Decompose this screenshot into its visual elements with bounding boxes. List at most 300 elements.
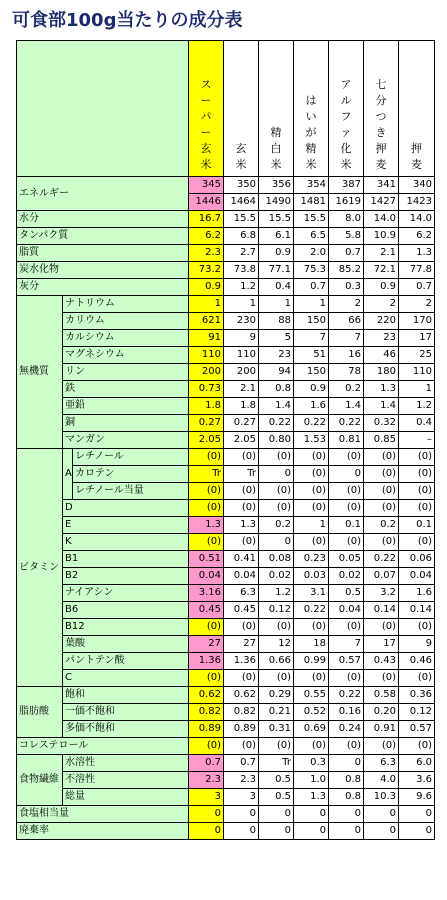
super-genmai-value: (0) bbox=[189, 500, 224, 517]
value-cell: 46 bbox=[364, 347, 399, 364]
table-row bbox=[17, 772, 435, 789]
column-header-label: はいが精米 bbox=[305, 94, 317, 171]
value-cell: 4.0 bbox=[364, 772, 399, 789]
value-cell: 0.8 bbox=[329, 789, 364, 806]
column-header bbox=[294, 41, 329, 177]
row-label: タンパク質 bbox=[17, 228, 189, 245]
value-cell: 1.3 bbox=[224, 517, 259, 534]
sub-label: 葉酸 bbox=[63, 636, 189, 653]
row-label: ビタミン bbox=[17, 449, 63, 687]
value-cell: 0.89 bbox=[224, 721, 259, 738]
super-genmai-value: 1.3 bbox=[189, 517, 224, 534]
super-genmai-value: 27 bbox=[189, 636, 224, 653]
super-genmai-value: 0.04 bbox=[189, 568, 224, 585]
value-cell: 0.57 bbox=[329, 653, 364, 670]
value-cell: (0) bbox=[259, 619, 294, 636]
value-cell: 1.3 bbox=[399, 245, 435, 262]
value-cell: 340 bbox=[399, 177, 435, 194]
value-cell: 1.2 bbox=[224, 279, 259, 296]
column-header-label: 玄米 bbox=[235, 142, 247, 171]
sub-label: 総量 bbox=[63, 789, 189, 806]
table-row bbox=[17, 789, 435, 806]
value-cell: (0) bbox=[364, 534, 399, 551]
value-cell: 1.36 bbox=[224, 653, 259, 670]
value-cell: (0) bbox=[294, 466, 329, 483]
value-cell: 14.0 bbox=[399, 211, 435, 228]
value-cell: Tr bbox=[224, 466, 259, 483]
value-cell: 2.05 bbox=[224, 432, 259, 449]
sub-label: リン bbox=[63, 364, 189, 381]
value-cell: 0 bbox=[329, 823, 364, 840]
value-cell: 1.6 bbox=[399, 585, 435, 602]
super-genmai-value: (0) bbox=[189, 738, 224, 755]
value-cell: 3.2 bbox=[364, 585, 399, 602]
value-cell: 2.0 bbox=[294, 245, 329, 262]
table-row bbox=[17, 619, 435, 636]
table-row bbox=[17, 381, 435, 398]
value-cell: 0 bbox=[329, 755, 364, 772]
value-cell: 0.04 bbox=[329, 602, 364, 619]
value-cell: 0 bbox=[329, 806, 364, 823]
page-title: 可食部100g当たりの成分表 bbox=[12, 10, 243, 31]
table-row bbox=[17, 687, 435, 704]
value-cell: (0) bbox=[224, 670, 259, 687]
value-cell: 94 bbox=[259, 364, 294, 381]
value-cell: 0 bbox=[224, 823, 259, 840]
column-header bbox=[329, 41, 364, 177]
table-row bbox=[17, 517, 435, 534]
value-cell: 0.06 bbox=[399, 551, 435, 568]
value-cell: 0.16 bbox=[329, 704, 364, 721]
value-cell: 0.02 bbox=[329, 568, 364, 585]
table-row bbox=[17, 211, 435, 228]
value-cell: 0.31 bbox=[259, 721, 294, 738]
super-genmai-value: 0 bbox=[189, 823, 224, 840]
value-cell: 9.6 bbox=[399, 789, 435, 806]
value-cell: 1.8 bbox=[224, 398, 259, 415]
table-row bbox=[17, 279, 435, 296]
value-cell: 1 bbox=[294, 517, 329, 534]
value-cell: 1.2 bbox=[399, 398, 435, 415]
value-cell: 0.14 bbox=[399, 602, 435, 619]
value-cell: 0.66 bbox=[259, 653, 294, 670]
super-genmai-value: 0.89 bbox=[189, 721, 224, 738]
value-cell: 16 bbox=[329, 347, 364, 364]
value-cell: 0 bbox=[364, 823, 399, 840]
super-genmai-value: (0) bbox=[189, 619, 224, 636]
column-header bbox=[224, 41, 259, 177]
value-cell: – bbox=[399, 432, 435, 449]
table-row bbox=[17, 755, 435, 772]
table-row bbox=[17, 568, 435, 585]
value-cell: 0.29 bbox=[259, 687, 294, 704]
super-genmai-value: 2.05 bbox=[189, 432, 224, 449]
table-row bbox=[17, 721, 435, 738]
sub-label: 亜鉛 bbox=[63, 398, 189, 415]
super-genmai-value: Tr bbox=[189, 466, 224, 483]
value-cell: 23 bbox=[364, 330, 399, 347]
value-cell: (0) bbox=[364, 483, 399, 500]
table-row bbox=[17, 636, 435, 653]
sub-label: 水溶性 bbox=[63, 755, 189, 772]
value-cell: 200 bbox=[224, 364, 259, 381]
value-cell: (0) bbox=[399, 500, 435, 517]
sub-label: B12 bbox=[63, 619, 189, 636]
value-cell: 0.45 bbox=[224, 602, 259, 619]
value-cell: (0) bbox=[399, 670, 435, 687]
row-label: 水分 bbox=[17, 211, 189, 228]
table-row bbox=[17, 177, 435, 194]
value-cell: 1.6 bbox=[294, 398, 329, 415]
value-cell: 1481 bbox=[294, 194, 329, 211]
value-cell: 0.03 bbox=[294, 568, 329, 585]
sub-label: 一価不飽和 bbox=[63, 704, 189, 721]
value-cell: 0.85 bbox=[364, 432, 399, 449]
table-row bbox=[17, 653, 435, 670]
value-cell: (0) bbox=[329, 534, 364, 551]
value-cell: 2.1 bbox=[364, 245, 399, 262]
value-cell: 0.12 bbox=[399, 704, 435, 721]
value-cell: 0.5 bbox=[259, 789, 294, 806]
value-cell: 0.1 bbox=[329, 517, 364, 534]
column-header bbox=[259, 41, 294, 177]
sub-label: B1 bbox=[63, 551, 189, 568]
sub-label: 飽和 bbox=[63, 687, 189, 704]
sub-label: A bbox=[63, 449, 73, 500]
sub-label: 不溶性 bbox=[63, 772, 189, 789]
super-genmai-value: 0.51 bbox=[189, 551, 224, 568]
value-cell: 7 bbox=[329, 636, 364, 653]
value-cell: 1 bbox=[259, 296, 294, 313]
column-header bbox=[189, 41, 224, 177]
value-cell: 1.3 bbox=[364, 381, 399, 398]
value-cell: 6.2 bbox=[399, 228, 435, 245]
value-cell: (0) bbox=[329, 500, 364, 517]
value-cell: 15.5 bbox=[294, 211, 329, 228]
table-row bbox=[17, 364, 435, 381]
table-row bbox=[17, 313, 435, 330]
value-cell: 14.0 bbox=[364, 211, 399, 228]
value-cell: 2.7 bbox=[224, 245, 259, 262]
value-cell: (0) bbox=[399, 449, 435, 466]
value-cell: 3 bbox=[224, 789, 259, 806]
value-cell: 0.22 bbox=[329, 687, 364, 704]
row-label: 食塩相当量 bbox=[17, 806, 189, 823]
value-cell: 0 bbox=[294, 806, 329, 823]
value-cell: 1 bbox=[294, 296, 329, 313]
super-genmai-value: 0.27 bbox=[189, 415, 224, 432]
value-cell: (0) bbox=[224, 483, 259, 500]
value-cell: 75.3 bbox=[294, 262, 329, 279]
table-row bbox=[17, 398, 435, 415]
value-cell: 0.82 bbox=[224, 704, 259, 721]
row-label: 食物繊維 bbox=[17, 755, 63, 806]
column-header bbox=[399, 41, 435, 177]
value-cell: 0.22 bbox=[294, 415, 329, 432]
sub-label: カルシウム bbox=[63, 330, 189, 347]
value-cell: 0 bbox=[224, 806, 259, 823]
super-genmai-value: 0.45 bbox=[189, 602, 224, 619]
table-row bbox=[17, 432, 435, 449]
value-cell: 0.23 bbox=[294, 551, 329, 568]
super-genmai-value: 0.62 bbox=[189, 687, 224, 704]
value-cell: 0.91 bbox=[364, 721, 399, 738]
value-cell: 0 bbox=[364, 806, 399, 823]
value-cell: 6.3 bbox=[224, 585, 259, 602]
value-cell: (0) bbox=[364, 500, 399, 517]
value-cell: (0) bbox=[364, 619, 399, 636]
value-cell: 0 bbox=[259, 823, 294, 840]
value-cell: 0.81 bbox=[329, 432, 364, 449]
value-cell: 0.02 bbox=[259, 568, 294, 585]
super-genmai-value: 0.82 bbox=[189, 704, 224, 721]
value-cell: (0) bbox=[294, 534, 329, 551]
value-cell: 1.3 bbox=[294, 789, 329, 806]
value-cell: 0.07 bbox=[364, 568, 399, 585]
value-cell: (0) bbox=[224, 619, 259, 636]
value-cell: 1427 bbox=[364, 194, 399, 211]
value-cell: 1.53 bbox=[294, 432, 329, 449]
value-cell: 0.41 bbox=[224, 551, 259, 568]
value-cell: 150 bbox=[294, 364, 329, 381]
value-cell: Tr bbox=[259, 755, 294, 772]
subsub-label: レチノール bbox=[73, 449, 189, 466]
sub-label: B6 bbox=[63, 602, 189, 619]
value-cell: (0) bbox=[294, 670, 329, 687]
table-row bbox=[17, 704, 435, 721]
table-row bbox=[17, 670, 435, 687]
table-row bbox=[17, 585, 435, 602]
value-cell: (0) bbox=[399, 738, 435, 755]
value-cell: 66 bbox=[329, 313, 364, 330]
column-header-label: 押麦 bbox=[411, 142, 422, 171]
value-cell: 0.14 bbox=[364, 602, 399, 619]
subsub-label: カロテン bbox=[73, 466, 189, 483]
super-genmai-value: 91 bbox=[189, 330, 224, 347]
super-genmai-value: 2.3 bbox=[189, 772, 224, 789]
super-genmai-value: (0) bbox=[189, 483, 224, 500]
value-cell: 0.5 bbox=[259, 772, 294, 789]
value-cell: 9 bbox=[399, 636, 435, 653]
super-genmai-value: 0.9 bbox=[189, 279, 224, 296]
value-cell: 0.04 bbox=[399, 568, 435, 585]
value-cell: 1.4 bbox=[259, 398, 294, 415]
value-cell: 350 bbox=[224, 177, 259, 194]
value-cell: 0.5 bbox=[329, 585, 364, 602]
value-cell: 0.69 bbox=[294, 721, 329, 738]
value-cell: 180 bbox=[364, 364, 399, 381]
value-cell: 0.3 bbox=[294, 755, 329, 772]
super-genmai-value: 0 bbox=[189, 806, 224, 823]
value-cell: 1.2 bbox=[259, 585, 294, 602]
value-cell: 6.1 bbox=[259, 228, 294, 245]
value-cell: 2 bbox=[329, 296, 364, 313]
value-cell: 25 bbox=[399, 347, 435, 364]
super-genmai-value: 0.7 bbox=[189, 755, 224, 772]
value-cell: 0.2 bbox=[329, 381, 364, 398]
value-cell: 0.7 bbox=[399, 279, 435, 296]
super-genmai-value: 0.73 bbox=[189, 381, 224, 398]
value-cell: (0) bbox=[364, 738, 399, 755]
value-cell: 0.46 bbox=[399, 653, 435, 670]
table-row bbox=[17, 245, 435, 262]
value-cell: 356 bbox=[259, 177, 294, 194]
value-cell: 0 bbox=[294, 823, 329, 840]
value-cell: 2 bbox=[364, 296, 399, 313]
table-row bbox=[17, 823, 435, 840]
table-row bbox=[17, 415, 435, 432]
value-cell: (0) bbox=[224, 449, 259, 466]
value-cell: (0) bbox=[259, 449, 294, 466]
value-cell: (0) bbox=[399, 534, 435, 551]
value-cell: (0) bbox=[294, 619, 329, 636]
value-cell: (0) bbox=[224, 534, 259, 551]
sub-label: ナトリウム bbox=[63, 296, 189, 313]
value-cell: 0.36 bbox=[399, 687, 435, 704]
super-genmai-value: 110 bbox=[189, 347, 224, 364]
value-cell: (0) bbox=[224, 738, 259, 755]
value-cell: 27 bbox=[224, 636, 259, 653]
value-cell: 3.1 bbox=[294, 585, 329, 602]
sub-label: パントテン酸 bbox=[63, 653, 189, 670]
value-cell: 51 bbox=[294, 347, 329, 364]
value-cell: 78 bbox=[329, 364, 364, 381]
value-cell: 0 bbox=[259, 806, 294, 823]
sub-label: 銅 bbox=[63, 415, 189, 432]
value-cell: 5.8 bbox=[329, 228, 364, 245]
value-cell: 0.55 bbox=[294, 687, 329, 704]
sub-label: E bbox=[63, 517, 189, 534]
value-cell: 0.58 bbox=[364, 687, 399, 704]
value-cell: 0.2 bbox=[259, 517, 294, 534]
header-row bbox=[17, 41, 435, 177]
value-cell: (0) bbox=[259, 670, 294, 687]
value-cell: 0 bbox=[399, 806, 435, 823]
value-cell: 0.3 bbox=[329, 279, 364, 296]
value-cell: 0.05 bbox=[329, 551, 364, 568]
value-cell: (0) bbox=[224, 500, 259, 517]
value-cell: 3.6 bbox=[399, 772, 435, 789]
value-cell: 15.5 bbox=[224, 211, 259, 228]
value-cell: (0) bbox=[259, 738, 294, 755]
value-cell: (0) bbox=[364, 670, 399, 687]
value-cell: (0) bbox=[294, 449, 329, 466]
value-cell: 0.20 bbox=[364, 704, 399, 721]
value-cell: (0) bbox=[329, 449, 364, 466]
sub-label: マンガン bbox=[63, 432, 189, 449]
value-cell: 18 bbox=[294, 636, 329, 653]
value-cell: 10.9 bbox=[364, 228, 399, 245]
value-cell: 0.27 bbox=[224, 415, 259, 432]
value-cell: 1.0 bbox=[294, 772, 329, 789]
value-cell: 0.57 bbox=[399, 721, 435, 738]
value-cell: 0.7 bbox=[224, 755, 259, 772]
value-cell: 170 bbox=[399, 313, 435, 330]
value-cell: 6.8 bbox=[224, 228, 259, 245]
row-label: 炭水化物 bbox=[17, 262, 189, 279]
value-cell: 1 bbox=[224, 296, 259, 313]
value-cell: 0.52 bbox=[294, 704, 329, 721]
super-genmai-value: 1446 bbox=[189, 194, 224, 211]
value-cell: 0.80 bbox=[259, 432, 294, 449]
sub-label: ナイアシン bbox=[63, 585, 189, 602]
row-label: 廃棄率 bbox=[17, 823, 189, 840]
value-cell: 387 bbox=[329, 177, 364, 194]
value-cell: 0.22 bbox=[329, 415, 364, 432]
value-cell: 15.5 bbox=[259, 211, 294, 228]
value-cell: 0.24 bbox=[329, 721, 364, 738]
value-cell: 2 bbox=[399, 296, 435, 313]
sub-label: B2 bbox=[63, 568, 189, 585]
column-header-label: アルファ化米 bbox=[340, 78, 352, 171]
value-cell: 0.22 bbox=[259, 415, 294, 432]
value-cell: 220 bbox=[364, 313, 399, 330]
sub-label: C bbox=[63, 670, 189, 687]
column-header bbox=[364, 41, 399, 177]
super-genmai-value: 1.36 bbox=[189, 653, 224, 670]
value-cell: 6.5 bbox=[294, 228, 329, 245]
subsub-label: レチノール当量 bbox=[73, 483, 189, 500]
value-cell: (0) bbox=[399, 466, 435, 483]
value-cell: 0.8 bbox=[259, 381, 294, 398]
table-row bbox=[17, 551, 435, 568]
value-cell: 12 bbox=[259, 636, 294, 653]
value-cell: 0 bbox=[399, 823, 435, 840]
table-row bbox=[17, 483, 435, 500]
header-blank bbox=[17, 41, 189, 177]
value-cell: 0.04 bbox=[224, 568, 259, 585]
row-label: コレステロール bbox=[17, 738, 189, 755]
row-label: 脂質 bbox=[17, 245, 189, 262]
value-cell: (0) bbox=[399, 619, 435, 636]
value-cell: 0.9 bbox=[259, 245, 294, 262]
value-cell: (0) bbox=[364, 449, 399, 466]
row-label: 脂肪酸 bbox=[17, 687, 63, 738]
super-genmai-value: (0) bbox=[189, 670, 224, 687]
value-cell: 0 bbox=[329, 466, 364, 483]
value-cell: 110 bbox=[224, 347, 259, 364]
super-genmai-value: 16.7 bbox=[189, 211, 224, 228]
sub-label: マグネシウム bbox=[63, 347, 189, 364]
value-cell: 2.3 bbox=[224, 772, 259, 789]
super-genmai-value: 621 bbox=[189, 313, 224, 330]
value-cell: 17 bbox=[364, 636, 399, 653]
value-cell: (0) bbox=[399, 483, 435, 500]
sub-label: 多価不飽和 bbox=[63, 721, 189, 738]
super-genmai-value: 345 bbox=[189, 177, 224, 194]
value-cell: 1423 bbox=[399, 194, 435, 211]
sub-label: K bbox=[63, 534, 189, 551]
value-cell: 230 bbox=[224, 313, 259, 330]
row-label: エネルギー bbox=[17, 177, 189, 211]
nutrition-table bbox=[16, 40, 435, 840]
value-cell: 72.1 bbox=[364, 262, 399, 279]
value-cell: 0.22 bbox=[294, 602, 329, 619]
table-row bbox=[17, 449, 435, 466]
value-cell: (0) bbox=[294, 500, 329, 517]
value-cell: 1.4 bbox=[364, 398, 399, 415]
table-row bbox=[17, 534, 435, 551]
table-row bbox=[17, 296, 435, 313]
value-cell: 0.8 bbox=[329, 772, 364, 789]
sub-label: カリウム bbox=[63, 313, 189, 330]
table-row bbox=[17, 347, 435, 364]
value-cell: 0.7 bbox=[294, 279, 329, 296]
value-cell: (0) bbox=[364, 466, 399, 483]
value-cell: 2.1 bbox=[224, 381, 259, 398]
value-cell: 17 bbox=[399, 330, 435, 347]
value-cell: 0.22 bbox=[364, 551, 399, 568]
